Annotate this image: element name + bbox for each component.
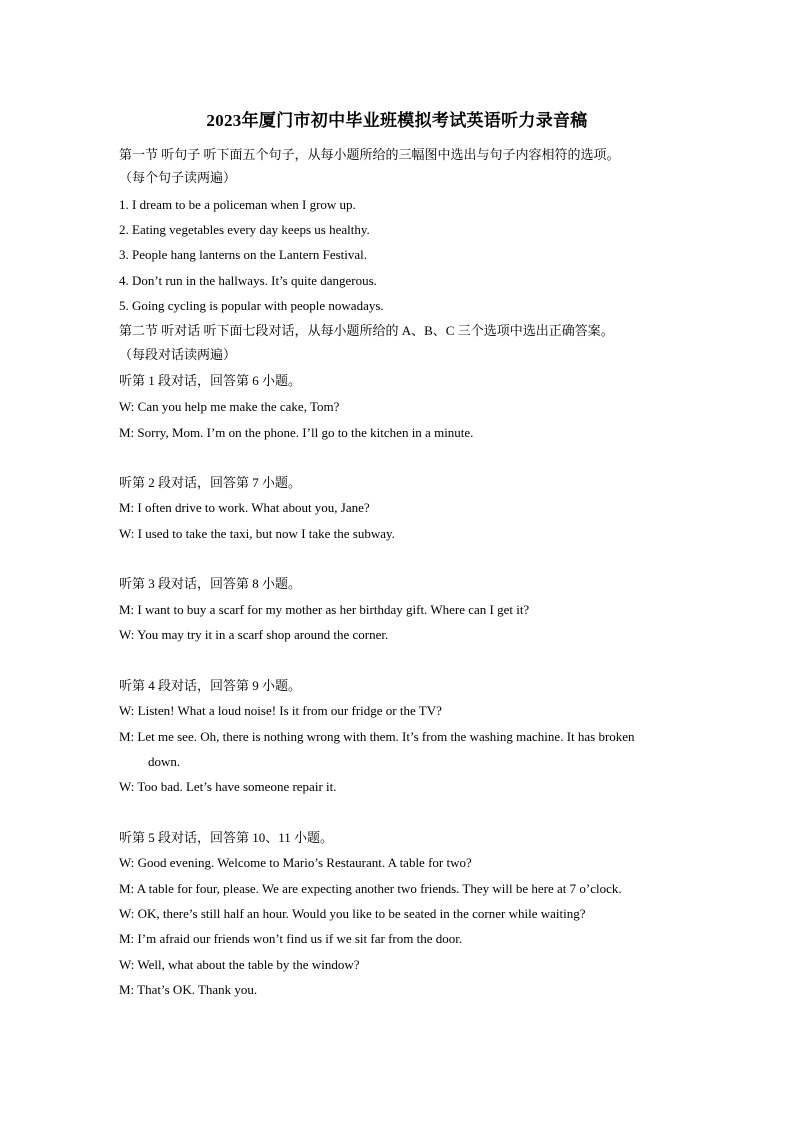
page-title: 2023年厦门市初中毕业班模拟考试英语听力录音稿 xyxy=(206,111,588,130)
dialog-4-line-3: W: Too bad. Let’s have someone repair it. xyxy=(119,779,337,794)
dialog-2-line-2: W: I used to take the taxi, but now I take the subway. xyxy=(119,526,395,541)
dialog-4-line-2: M: Let me see. Oh, there is nothing wrong with them. It’s from the washing machine. It has broken xyxy=(119,729,635,744)
sentence-4: 4. Don’t run in the hallways. It’s quite dangerous. xyxy=(119,273,377,288)
section2-heading: 第二节 听对话 听下面七段对话，从每小题所给的 A、B、C 三个选项中选出正确答案。 xyxy=(119,323,614,338)
dialog-1-line-1: W: Can you help me make the cake, Tom? xyxy=(119,399,340,414)
section1-heading: 第一节 听句子 听下面五个句子，从每小题所给的三幅图中选出与句子内容相符的选项。 xyxy=(119,147,620,162)
dialog-5-line-6: M: That’s OK. Thank you. xyxy=(119,982,258,997)
dialog-5-line-5: W: Well, what about the table by the window? xyxy=(119,957,360,972)
section1-note: （每个句子读两遍） xyxy=(119,170,237,185)
dialog-1-intro: 听第 1 段对话，回答第 6 小题。 xyxy=(119,373,302,388)
dialog-2-intro: 听第 2 段对话，回答第 7 小题。 xyxy=(119,475,302,490)
dialog-5-line-1: W: Good evening. Welcome to Mario’s Restaurant. A table for two? xyxy=(119,855,472,870)
dialog-5-intro: 听第 5 段对话，回答第 10、11 小题。 xyxy=(119,830,334,845)
dialog-5-line-3: W: OK, there’s still half an hour. Would you like to be seated in the corner while waiting? xyxy=(119,906,586,921)
sentence-2: 2. Eating vegetables every day keeps us healthy. xyxy=(119,222,370,237)
sentence-3: 3. People hang lanterns on the Lantern Festival. xyxy=(119,247,368,262)
dialog-5-line-4: M: I’m afraid our friends won’t find us if we sit far from the door. xyxy=(119,931,463,946)
dialog-4-intro: 听第 4 段对话，回答第 9 小题。 xyxy=(119,678,302,693)
dialog-4-line-2-cont: down. xyxy=(148,754,181,769)
dialog-1-line-2: M: Sorry, Mom. I’m on the phone. I’ll go to the kitchen in a minute. xyxy=(119,425,474,440)
sentence-5: 5. Going cycling is popular with people nowadays. xyxy=(119,298,384,313)
dialog-3-intro: 听第 3 段对话，回答第 8 小题。 xyxy=(119,576,302,591)
dialog-3-line-2: W: You may try it in a scarf shop around the corner. xyxy=(119,627,389,642)
dialog-2-line-1: M: I often drive to work. What about you, Jane? xyxy=(119,500,370,515)
section2-note: （每段对话读两遍） xyxy=(119,347,237,362)
dialog-3-line-1: M: I want to buy a scarf for my mother as her birthday gift. Where can I get it? xyxy=(119,602,530,617)
dialog-4-line-1: W: Listen! What a loud noise! Is it from our fridge or the TV? xyxy=(119,703,442,718)
sentence-1: 1. I dream to be a policeman when I grow up. xyxy=(119,197,356,212)
dialog-5-line-2: M: A table for four, please. We are expecting another two friends. They will be here at 7 o’clock. xyxy=(119,881,622,896)
